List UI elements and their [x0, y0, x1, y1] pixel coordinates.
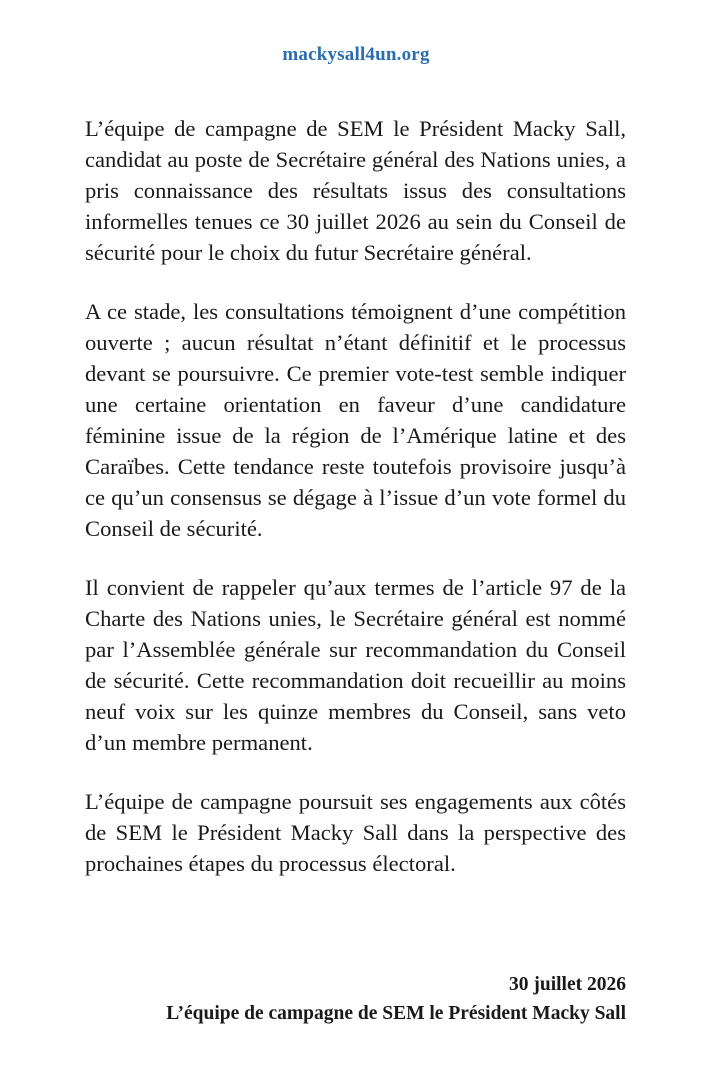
paragraph-4: L’équipe de campagne poursuit ses engagements aux côtés de SEM le Président Macky Sall dans la perspective des prochaines étapes du processus électoral. — [85, 789, 626, 876]
press-release-body — [85, 113, 626, 907]
website-link[interactable]: mackysall4un.org — [282, 44, 430, 65]
signature-author: L’équipe de campagne de SEM le Président Macky Sall — [166, 1003, 626, 1024]
paragraph-3: Il convient de rappeler qu’aux termes de l’article 97 de la Charte des Nations unies, le Secrétaire général est nommé par l’Assemblée générale sur recommandation du Conseil de sécurité. Cette recommandation doit recueillir au moins neuf voix sur les quinze membres du Conseil, sans veto d’un membre permanent. — [85, 575, 626, 755]
signature-block — [166, 970, 626, 1028]
signature-date: 30 juillet 2026 — [509, 974, 626, 995]
paragraph-2: A ce stade, les consultations témoignent d’une compétition ouverte ; aucun résultat n’étant définitif et le processus devant se poursuivre. Ce premier vote-test semble indiquer une certaine orientation en faveur d’une candidature féminine issue de la région de l’Amérique latine et des Caraïbes. Cette tendance reste toutefois provisoire jusqu’à ce qu’un consensus se dégage à l’issue d’un vote formel du Conseil de sécurité. — [85, 299, 626, 541]
paragraph-1: L’équipe de campagne de SEM le Président Macky Sall, candidat au poste de Secrétaire général des Nations unies, a pris connaissance des résultats issus des consultations informelles tenues ce 30 juillet 2026 au sein du Conseil de sécurité pour le choix du futur Secrétaire général. — [85, 116, 626, 265]
